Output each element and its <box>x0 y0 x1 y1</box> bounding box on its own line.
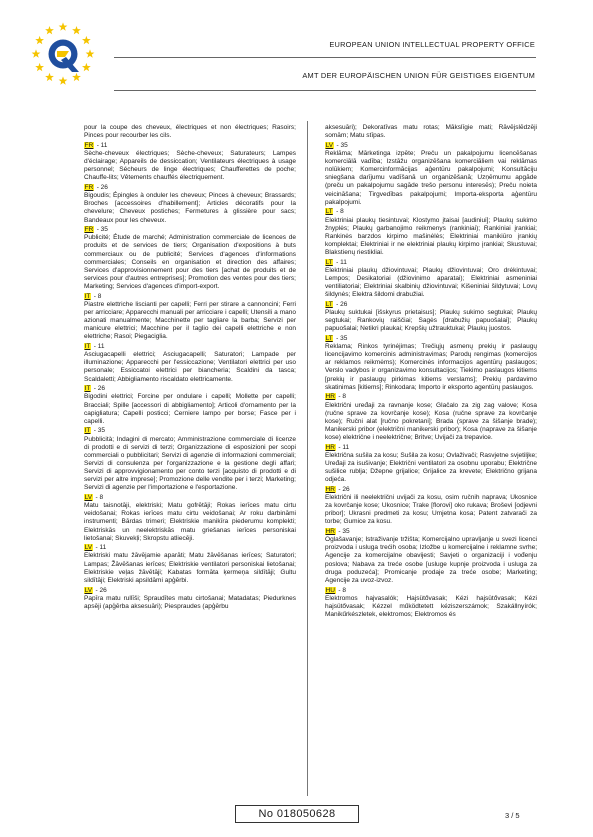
language-code-badge: LT <box>325 334 333 342</box>
nice-class-number: - 8 <box>93 292 102 300</box>
goods-services-text: Bigodini elettrici; Forcine per ondulare i capelli; Mollette per capelli; Bracciali; Spille [accessori di abbigliamento]; Articoli d'ornamento per la capigliatura; Capelli posticci; Cerniere lampo per borse; Fasce per i capelli. <box>84 393 296 425</box>
goods-services-text: Bigoudis; Épingles à onduler les cheveux; Pinces à cheveux; Brassards; Broches [accessoires d'habillement]; Articles décoratifs pour la chevelure; Cheveux postiches; Fermetures à glissière pour sacs; Bandeaux pour les cheveux. <box>84 192 296 224</box>
language-code-badge: FR <box>84 141 94 149</box>
logo-star-icon <box>72 26 81 34</box>
language-code-badge: IT <box>84 385 91 393</box>
nice-class-number: - 35 <box>338 528 350 536</box>
language-code-badge: HR <box>325 528 336 536</box>
language-code-badge: HR <box>325 393 336 401</box>
goods-services-text: Reklāma; Mārketinga izpēte; Preču un pakalpojumu licencēšanas komerciālā vadība; Izstāžu organizēšana komerciāliem vai reklāmas nolūkiem; Komercinformācijas aģentūru pakalpojumi; Konsultāciju sniegšana darījumu vadīšanā un organizēšanā; Uzņēmumu apgāde (preču un pakalpojumu sagāde trešo personu interesēs); Preču noieta veicināšana; Tirgvedības pakalpojumi; Importa-eksporta aģentūru pakalpojumi. <box>325 149 537 206</box>
goods-services-text: pour la coupe des cheveux, électriques et non électriques; Rasoirs; Pinces pour recourber les cils. <box>84 124 296 140</box>
language-class-label <box>325 142 537 150</box>
header-rule-bottom <box>114 90 536 91</box>
header-rule-top <box>114 57 536 58</box>
language-code-badge: IT <box>84 427 91 435</box>
nice-class-number: - 11 <box>93 343 105 351</box>
language-code-badge: LV <box>84 586 93 594</box>
language-code-badge: HR <box>325 485 336 493</box>
nice-class-number: - 35 <box>336 141 348 149</box>
logo-star-icon <box>45 26 54 34</box>
goods-services-text: Matu taisnotāji, elektriski; Matu gofrētāji; Rokas ierīces matu cirtu veidošanai; Rokas ierīces matu cirtu veidošanai; Ar roku darbināmi instrumenti; Bārdas trimeri; Elektriskie manikīra piederumu komplekti; Elektriskās un neelektriskās matu griešanas ierīces personiskai lietošanai; Skuvekļi; Skropstu atliecēji. <box>84 502 296 542</box>
language-class-label <box>325 444 537 452</box>
column-divider <box>307 121 308 796</box>
goods-services-text: Pubblicità; Indagini di mercato; Amministrazione commerciale di licenze di prodotti e di servizi di terzi; Organizzazione di esposizioni per scopi commerciali o pubblicitari; Servizi di agenzie di informazioni commerciali; Servizi di consulenza per l'organizzazione e la gestione degli affari; Servizi di approvvigionamento per conto terzi [acquisto di prodotti e di servizi per altre imprese]; Promozione delle vendite per i terzi; Marketing; Servizi di agenzie per l'importazione e l'esportazione. <box>84 435 296 492</box>
logo-star-icon <box>72 73 81 81</box>
euipo-logo <box>20 16 106 94</box>
goods-services-text: Publicité; Étude de marché; Administration commerciale de licences de produits et de services de tiers; Organisation d'expositions à buts commerciaux ou de publicité; Services d'agences d'informations commerciales; Conseils en organisation et direction des affaires; Services d'approvisionnement pour des tiers [achat de produits et de services pour d'autres entreprises]; Promotion des ventes pour des tiers; Marketing; Services d'agences d'import-export. <box>84 234 296 291</box>
language-class-label <box>84 184 296 192</box>
language-class-label <box>325 301 537 309</box>
nice-class-number: - 11 <box>336 258 347 266</box>
nice-class-number: - 35 <box>336 334 348 342</box>
goods-services-text: Električni ili neelektrični uvijači za kosu, osim ručnih naprava; Ukosnice za kovrčanje kose; Ukosnice; Trake [florovi] oko rukava; Broševi [odjevni pribor]; Ukrasni predmeti za kosu; Umjetna kosa; Patent zatvarači za torbe; Gumice za kosu. <box>325 494 537 526</box>
nice-class-number: - 11 <box>338 443 350 451</box>
nice-class-number: - 8 <box>338 586 347 594</box>
language-class-label <box>84 587 296 595</box>
language-class-label <box>325 587 537 595</box>
logo-star-icon <box>86 49 95 57</box>
nice-class-number: - 8 <box>338 393 347 401</box>
language-code-badge: LT <box>325 208 333 216</box>
language-class-label <box>84 385 296 393</box>
goods-services-text: Elektriski matu žāvējamie aparāti; Matu žāvēšanas ierīces; Saturatori; Lampas; Žāvēšanas ierīces; Elektriskie ventilatori personiskai lietošanai; Elektriskie veļas žāvētāji; Kabatas formāta ķermeņa sildītāji; Gultu sildītāji; Elektriski apsildāmi apģērbi. <box>84 552 296 584</box>
goods-services-text: Sèche-cheveux électriques; Sèche-cheveux; Saturateurs; Lampes d'éclairage; Appareils de dessiccation; Ventilateurs électriques à usage personnel; Sécheurs de linge électriques; Chaufferettes de poche; Chauffe-lits; Vêtements chauffés électriquement. <box>84 149 296 182</box>
logo-star-icon <box>82 36 91 44</box>
language-code-badge: FR <box>84 183 94 191</box>
nice-class-number: - 35 <box>93 427 106 435</box>
logo-star-icon <box>35 36 44 44</box>
nice-class-number: - 35 <box>96 226 108 234</box>
nice-class-number: - 26 <box>338 485 350 493</box>
goods-services-text: Oglašavanje; Istraživanje tržišta; Komercijalno upravljanje u svezi licenci proizvoda i usluga trećih osoba; Izložbe u komercijalne i reklamne svrhe; Agencije za komercijalne obavijesti; Savjeti o organizaciji i vođenju poslova; Nabava za treće osobe [usluge kupnje proizvoda i usluga za druga poduzeća]; Promicanje prodaje za treće osobe; Marketing; Agencije za uvoz-izvoz. <box>325 536 537 584</box>
logo-star-icon <box>35 63 44 71</box>
office-name-german: AMT DER EUROPÄISCHEN UNION FÜR GEISTIGES EIGENTUM <box>302 71 535 80</box>
goods-services-text: Elektriniai plaukų tiesintuvai; Klostymo įtaisai [audiniui]; Plaukų sukimo žnyplės; Plaukų garbanojimo reikmenys (rankiniai); Rankiniai įrankiai; Rankinės barzdos kirpimo mašinėlės; Elektriniai manikiūro įrankių komplektai; Elektriniai ir ne elektriniai plaukų kirpimo įrankiai; Skustuvai; Blakstienų riestikliai. <box>325 216 537 257</box>
nice-class-number: - 8 <box>95 494 104 501</box>
goods-services-text: Reklama; Rinkos tyrinėjimas; Trečiųjų asmenų prekių ir paslaugų licencijavimo komercinis administravimas; Parodų rengimas (komercijos ar reklamos reikmėms); Komercinės informacijos agentūrų paslaugos; Verslo vadybos ir organizavimo konsultacijos; Tiekimo paslaugos kitiems [prekių ir paslaugų pirkimas kitiems verslams]; Prekių pardavimo skatinimas [kitiems]; Rinkodara; Importo ir eksporto agentūrų paslaugos. <box>325 343 537 391</box>
language-code-badge: HU <box>325 586 336 594</box>
goods-services-text: Elektriniai plaukų džiovintuvai; Plaukų džiovintuvai; Oro drėkintuvai; Lempos; Desikatoriai (džiovinimo aparatai); Elektriniai asmeniniai ventiliatoriai; Elektriniai skalbinių džiovintuvai; Kišeniniai šildytuvai; Lovų šildynės; Elektra šildomi drabužiai. <box>325 266 537 299</box>
logo-star-icon <box>32 49 41 57</box>
logo-star-icon <box>45 73 54 81</box>
language-code-badge: LV <box>84 544 93 552</box>
language-code-badge: IT <box>84 292 91 300</box>
goods-services-text: Papīra matu rullīši; Spraudītes matu cirtošanai; Matadatas; Piedurknes apsēji (apģērba aksesuāri); Piespraudes (apģērbu <box>84 594 296 610</box>
nice-class-number: - 26 <box>96 183 108 191</box>
nice-class-number: - 26 <box>95 586 107 594</box>
left-text-column <box>84 124 296 612</box>
document-number: No 018050628 <box>235 805 359 823</box>
right-text-column <box>325 124 537 621</box>
nice-class-number: - 11 <box>95 544 107 552</box>
language-class-label <box>325 259 537 267</box>
language-class-label <box>325 335 537 343</box>
goods-services-text: Plaukų suktukai [išskyrus prietaisus]; Plaukų sukimo segtukai; Plaukų segtukai; Rankovių raiščiai; Sagės [drabužių papuošalai]; Plaukų papuošalai; Netikri plaukai; Krepšių užtrauktukai; Plaukų juostos. <box>325 309 537 333</box>
language-class-label <box>84 226 296 234</box>
language-class-label <box>84 427 296 435</box>
language-class-label <box>84 544 296 552</box>
language-code-badge: FR <box>84 226 94 234</box>
language-code-badge: LV <box>325 141 334 149</box>
logo-star-icon <box>59 76 68 84</box>
language-code-badge: IT <box>84 343 91 351</box>
language-class-label <box>84 494 296 502</box>
language-code-badge: LT <box>325 258 333 266</box>
nice-class-number: - 26 <box>336 300 348 308</box>
goods-services-text: aksesuāri); Dekoratīvas matu rotas; Mākslīgie mati; Rāvējslēdzēji somām; Matu stīpas. <box>325 124 537 140</box>
logo-star-icon <box>82 63 91 71</box>
nice-class-number: - 11 <box>96 141 108 149</box>
language-class-label <box>325 393 537 401</box>
language-class-label <box>84 343 296 351</box>
language-class-label <box>84 142 296 150</box>
goods-services-text: Piastre elettriche liscianti per capelli; Ferri per stirare a cannoncini; Ferri per arricciare; Apparecchi manuali per arricciare i capelli; Utensili a mano azionati manualmente; Macchinette per tagliare la barba; Servizi per manicure elettrici; Macchine per il taglio dei capelli elettriche e non elettriche; Rasoi; Piegaciglia. <box>84 300 296 341</box>
logo-star-icon <box>59 22 68 30</box>
nice-class-number: - 26 <box>93 385 106 393</box>
office-name-english: EUROPEAN UNION INTELLECTUAL PROPERTY OFFICE <box>329 40 535 49</box>
language-class-label <box>325 208 537 216</box>
language-code-badge: HR <box>325 443 336 451</box>
language-class-label <box>325 528 537 536</box>
page-number: 3 / 5 <box>505 811 520 820</box>
language-code-badge: LT <box>325 300 333 308</box>
language-class-label <box>84 293 296 301</box>
goods-services-text: Elektromos hajvasalók; Hajsütővasak; Kézi hajsütővasak; Kézi hajsütővasak; Kézzel működtetett kéziszerszámok; Szakállnyírók; Manikűrkészletek, elektromos; Elektromos és <box>325 594 537 618</box>
language-class-label <box>325 486 537 494</box>
goods-services-text: Asciugacapelli elettrici; Asciugacapelli; Saturatori; Lampade per illuminazione; Apparecchi per l'essiccazione; Ventilatori elettrici per uso personale; Essiccatoi elettrici per biancheria; Scaldini da tasca; Scaldaletti; Abbigliamento riscaldato elettricamente. <box>84 351 296 383</box>
goods-services-text: Električna sušila za kosu; Sušila za kosu; Ovlaživači; Rasvjetne svjetiljke; Uređaji za isušivanje; Električni ventilatori za osobnu uporabu; Električne sušilice rublja; Džepne grijalice; Grijalice za krevete; Električno grijana odjeća. <box>325 451 537 484</box>
nice-class-number: - 8 <box>336 208 344 216</box>
logo-emblem-icon <box>49 40 80 73</box>
language-code-badge: LV <box>84 494 93 501</box>
goods-services-text: Električni uređaji za ravnanje kose; Glačalo za zig zag valove; Kosa (ručne sprave za kovrčanje kose); Kosa (ručne sprave za kovrčanje kose); Ručni alat [ručno pokretani]; Brada (sprave za šišanje brade); Manikerski pribor (električni manikerski pribor); Kosa (naprave za šišanje kose) električne i neelektrične; Britve; Uvijači za trepavice. <box>325 401 537 442</box>
